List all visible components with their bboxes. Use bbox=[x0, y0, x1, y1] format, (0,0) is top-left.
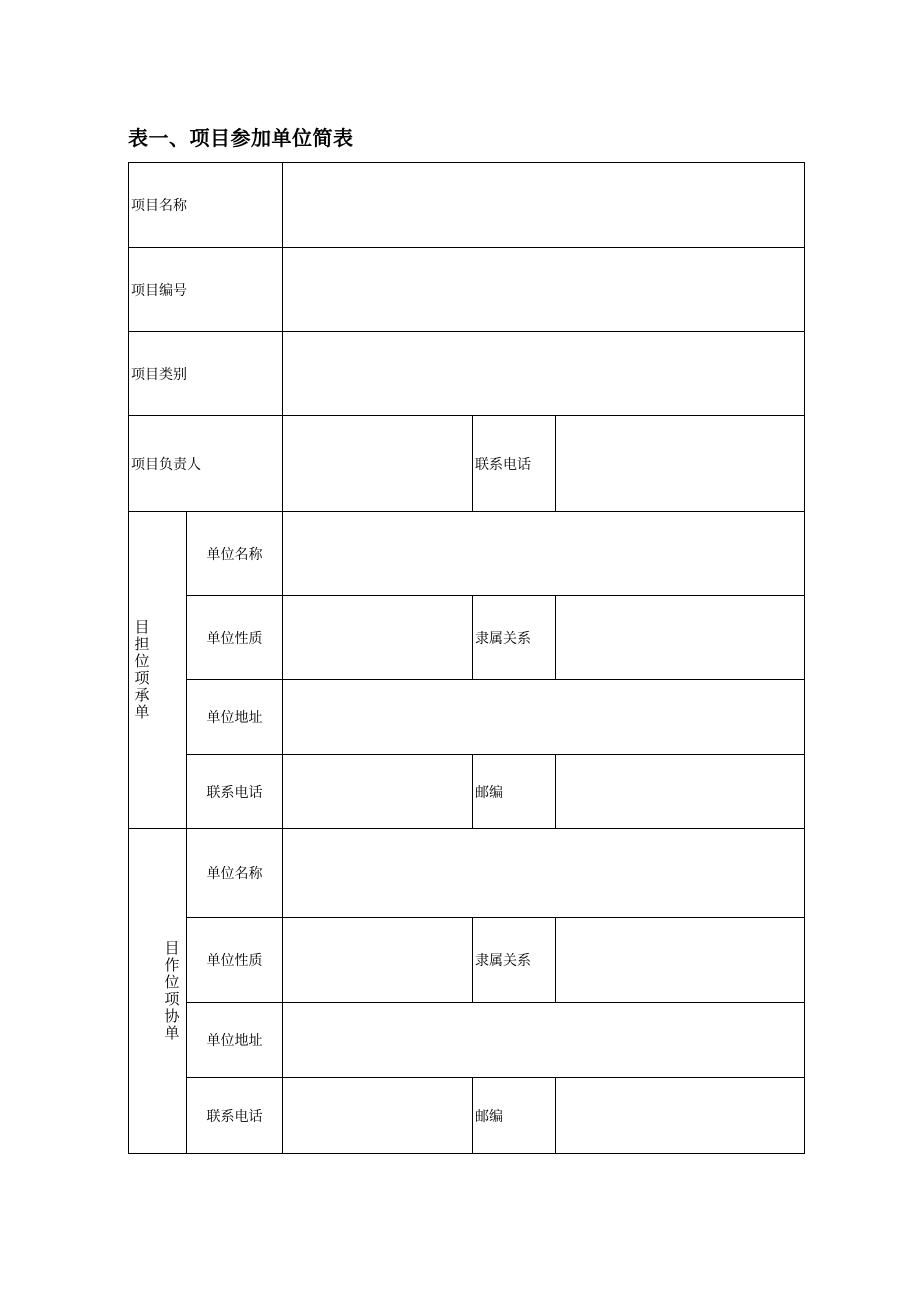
cooperating-unit-address-field[interactable] bbox=[283, 1003, 805, 1078]
cooperating-unit-address-row bbox=[129, 1003, 805, 1078]
undertaking-unit-nature-row bbox=[129, 596, 805, 680]
cooperating-contact-phone-label: 联系电话 bbox=[187, 1078, 283, 1154]
cooperating-unit-nature-row bbox=[129, 918, 805, 1003]
leader-phone-label: 联系电话 bbox=[473, 416, 556, 512]
project-category-field[interactable] bbox=[283, 332, 805, 416]
undertaking-contact-phone-field[interactable] bbox=[283, 755, 473, 829]
undertaking-contact-row bbox=[129, 755, 805, 829]
project-leader-label: 项目负责人 bbox=[129, 416, 283, 512]
undertaking-postcode-label: 邮编 bbox=[473, 755, 556, 829]
undertaking-unit-address-row bbox=[129, 680, 805, 755]
cooperating-unit-address-label: 单位地址 bbox=[187, 1003, 283, 1078]
project-category-label: 项目类别 bbox=[129, 332, 283, 416]
cooperating-unit-name-row bbox=[129, 829, 805, 918]
cooperating-affiliation-label: 隶属关系 bbox=[473, 918, 556, 1003]
project-number-row bbox=[129, 248, 805, 332]
cooperating-postcode-field[interactable] bbox=[556, 1078, 805, 1154]
cooperating-unit-name-field[interactable] bbox=[283, 829, 805, 918]
undertaking-affiliation-label: 隶属关系 bbox=[473, 596, 556, 680]
project-category-row bbox=[129, 332, 805, 416]
undertaking-unit-address-label: 单位地址 bbox=[187, 680, 283, 755]
page-title: 表一、项目参加单位简表 bbox=[128, 126, 354, 150]
undertaking-unit-name-field[interactable] bbox=[283, 512, 805, 596]
project-number-label: 项目编号 bbox=[129, 248, 283, 332]
project-number-field[interactable] bbox=[283, 248, 805, 332]
cooperating-unit-nature-label: 单位性质 bbox=[187, 918, 283, 1003]
undertaking-unit-address-field[interactable] bbox=[283, 680, 805, 755]
undertaking-unit-name-label: 单位名称 bbox=[187, 512, 283, 596]
undertaking-contact-phone-label: 联系电话 bbox=[187, 755, 283, 829]
cooperating-unit-nature-field[interactable] bbox=[283, 918, 473, 1003]
cooperating-contact-phone-field[interactable] bbox=[283, 1078, 473, 1154]
project-leader-row bbox=[129, 416, 805, 512]
project-name-row bbox=[129, 163, 805, 248]
cooperating-contact-row bbox=[129, 1078, 805, 1154]
cooperating-postcode-label: 邮编 bbox=[473, 1078, 556, 1154]
project-participants-table bbox=[128, 162, 805, 1154]
cooperating-affiliation-field[interactable] bbox=[556, 918, 805, 1003]
undertaking-unit-nature-label: 单位性质 bbox=[187, 596, 283, 680]
undertaking-unit-nature-field[interactable] bbox=[283, 596, 473, 680]
undertaking-unit-name-row bbox=[129, 512, 805, 596]
project-leader-field[interactable] bbox=[283, 416, 473, 512]
cooperating-unit-name-label: 单位名称 bbox=[187, 829, 283, 918]
leader-phone-field[interactable] bbox=[556, 416, 805, 512]
undertaking-postcode-field[interactable] bbox=[556, 755, 805, 829]
project-name-label: 项目名称 bbox=[129, 163, 283, 248]
project-name-field[interactable] bbox=[283, 163, 805, 248]
cooperating-unit-group-label: 目 作 位 项 协 单 bbox=[129, 829, 187, 1154]
undertaking-unit-group-label: 目 担 位 项 承 单 bbox=[129, 512, 187, 829]
undertaking-affiliation-field[interactable] bbox=[556, 596, 805, 680]
